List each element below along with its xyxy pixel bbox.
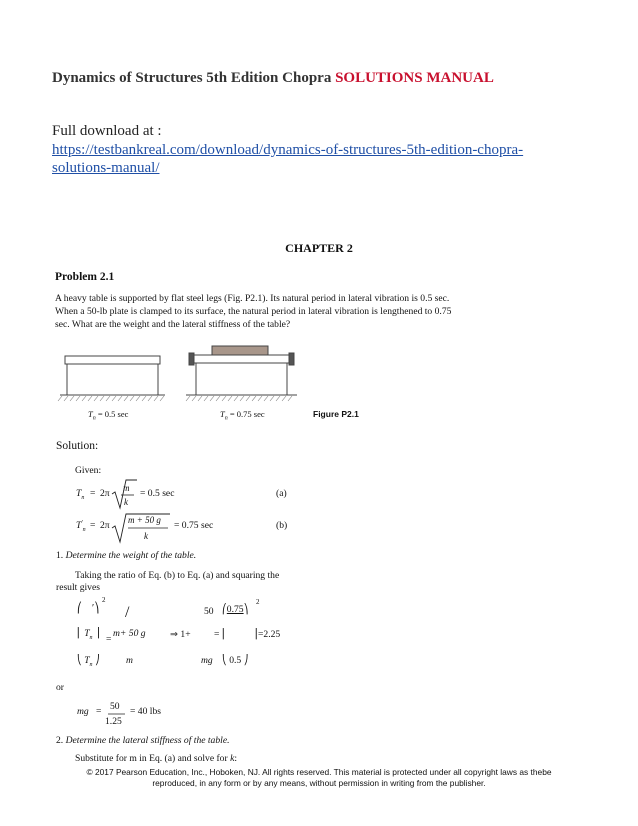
copyright-line1: © 2017 Pearson Education, Inc., Hoboken, NJ. All rights reserved. This material is protected under all copyright laws as thebe: [86, 767, 552, 777]
download-link-line1[interactable]: https://testbankreal.com/download/dynamics-of-structures-5th-edition-chopra-: [52, 142, 524, 158]
ratio-paren-top: ⎛ ′⎞: [77, 603, 100, 614]
right-table-drawing: [186, 346, 297, 395]
eq-a-equals: =: [90, 488, 96, 499]
left-table-drawing: [60, 356, 165, 395]
ratio-tn-prime: ⎜ $T_n$ ⎟: [77, 628, 100, 641]
eq-a-lhs: $T_n$: [76, 488, 85, 501]
ratio-exponent: 2: [102, 596, 106, 604]
eq-b-equals: =: [90, 520, 96, 531]
ratio-implies: ⇒ 1+: [170, 629, 191, 640]
mg-lhs: mg: [77, 706, 89, 717]
left-ground-hatch: [58, 396, 164, 401]
title-highlight: SOLUTIONS MANUAL: [335, 70, 494, 86]
chapter-heading: CHAPTER 2: [285, 241, 353, 255]
ratio-paren-mid: ⎜ ⎟: [222, 629, 258, 640]
step1-text-line: Taking the ratio of Eq. (b) to Eq. (a) and squaring the: [75, 570, 280, 581]
step2-heading: 2. Determine the lateral stiffness of the table.: [56, 735, 230, 746]
eq-b-lhs: $T'_n$: [76, 520, 86, 534]
eq-b-rhs: = 0.75 sec: [174, 520, 214, 531]
ratio-equals-2: =: [214, 629, 220, 640]
mg-numerator: 50: [110, 701, 120, 712]
eq-b-numerator: m + 50 g: [128, 515, 161, 525]
right-ground-hatch: [186, 396, 292, 401]
ratio-result: =2.25: [258, 629, 281, 640]
given-label: Given:: [75, 465, 102, 476]
ratio-50: 50: [204, 606, 214, 617]
ratio-075: ⎛0.75⎞: [222, 604, 249, 615]
download-label: Full download at :: [52, 123, 162, 139]
eq-a-denominator: k: [124, 497, 128, 507]
step1-text-line: result gives: [56, 582, 100, 593]
ratio-exponent-2: 2: [256, 598, 260, 606]
ratio-tn: ⎝ $T_n$ ⎠: [77, 655, 100, 668]
eq-a-two-pi: 2π: [100, 488, 110, 499]
eq-b-tag: (b): [276, 520, 288, 531]
eq-a-tag: (a): [276, 488, 287, 499]
eq-a-numerator: m: [123, 483, 130, 493]
ratio-mg: mg: [201, 655, 213, 666]
figure-label-right: $T_n = 0.75$ sec: [220, 409, 265, 422]
ratio-slash: /: [125, 604, 130, 621]
problem-text-line: A heavy table is supported by flat steel legs (Fig. P2.1). Its natural period in lateral vibration is 0.5 sec.: [55, 293, 450, 304]
title-main: Dynamics of Structures 5th Edition Chopra: [52, 70, 336, 86]
problem-title: Problem 2.1: [55, 271, 115, 283]
ratio-numerator: m+ 50 g: [113, 628, 146, 639]
solution-heading: Solution:: [56, 440, 99, 452]
eq-b-two-pi: 2π: [100, 520, 110, 531]
step2-text: Substitute for m in Eq. (a) and solve for k:: [75, 753, 238, 764]
figure-label-left: $T_n = 0.5$ sec: [88, 409, 129, 422]
eq-b-denominator: k: [144, 531, 148, 541]
download-link-line2[interactable]: solutions-manual/: [52, 160, 160, 176]
ratio-denominator: m: [126, 655, 133, 666]
figure-caption: Figure P2.1: [313, 409, 359, 419]
ratio-equals: =: [106, 634, 112, 645]
mg-denominator: 1.25: [105, 716, 122, 727]
problem-text-line: sec. What are the weight and the lateral stiffness of the table?: [55, 319, 291, 330]
or-word: or: [56, 682, 64, 693]
copyright-line2: reproduced, in any form or by any means, without permission in writing from the publisher.: [152, 778, 486, 788]
ratio-05: ⎝ 0.5 ⎠: [222, 655, 249, 666]
problem-text-line: When a 50-lb plate is clamped to its surface, the natural period in lateral vibration is lengthened to 0.75: [55, 306, 452, 317]
mg-rhs: = 40 lbs: [130, 706, 161, 717]
mg-equals: =: [96, 706, 102, 717]
step1-heading: 1. Determine the weight of the table.: [56, 550, 197, 561]
eq-a-rhs: = 0.5 sec: [140, 488, 175, 499]
